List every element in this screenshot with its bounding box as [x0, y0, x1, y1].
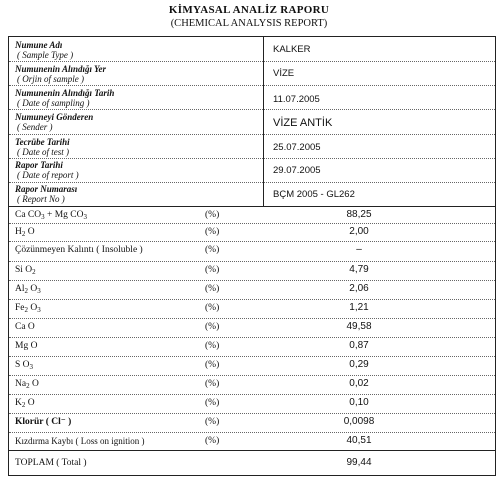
param-value: 4,79 [349, 264, 369, 275]
report-title-en: (CHEMICAL ANALYSIS REPORT) [170, 18, 328, 29]
param-value: 88,25 [346, 209, 372, 220]
total-label: TOPLAM ( Total ) [15, 458, 87, 468]
analysis-table [8, 36, 496, 476]
meta-label-en: ( Report No ) [17, 194, 65, 204]
param-value: 2,00 [349, 226, 369, 237]
param-name: S $O_3$ [15, 360, 34, 371]
param-name: Ca $CO_3 + Mg$ $CO_3$ [15, 210, 88, 221]
meta-label-en: ( Sample Type ) [17, 50, 74, 60]
param-value: 0,87 [349, 340, 369, 351]
meta-label-tr: Numunenin Alındığı Tarih [15, 88, 115, 98]
param-name: $H_2$ O [15, 227, 35, 238]
param-unit: (%) [205, 436, 220, 446]
meta-label-tr: Rapor Numarası [15, 184, 78, 194]
param-name: $Al_2$ $O_3$ [15, 284, 41, 295]
param-name: Çözünmeyen Kalıntı ( Insoluble ) [15, 245, 143, 255]
param-value: 0,29 [349, 359, 369, 370]
param-unit: (%) [205, 284, 220, 294]
param-value: 1,21 [349, 302, 369, 313]
row-divider [9, 223, 495, 224]
row-divider [9, 61, 495, 62]
meta-value: KALKER [273, 44, 311, 55]
param-name: $K_2$ O [15, 398, 35, 409]
row-divider [9, 241, 495, 242]
report-title-tr: KİMYASAL ANALİZ RAPORU [168, 4, 330, 16]
total-divider [9, 450, 495, 451]
row-divider [9, 318, 495, 319]
meta-value: VİZE [273, 68, 295, 79]
param-unit: (%) [205, 227, 220, 237]
row-divider [9, 134, 495, 135]
param-name: $Na_2$ O [15, 379, 39, 390]
row-divider [9, 394, 495, 395]
meta-label-en: ( Date of report ) [17, 170, 79, 180]
param-name: Kızdırma Kaybı ( Loss on ignition ) [15, 436, 145, 446]
row-divider [9, 432, 495, 433]
row-divider [9, 375, 495, 376]
report-title [0, 4, 498, 30]
row-divider [9, 109, 495, 110]
param-unit: (%) [205, 322, 220, 332]
param-unit: (%) [205, 303, 220, 313]
param-unit: (%) [205, 265, 220, 275]
meta-label-tr: Numune Adı [15, 40, 63, 50]
param-value: – [356, 244, 362, 255]
param-name: Ca O [15, 322, 35, 332]
meta-value: 11.07.2005 [273, 94, 320, 105]
param-value: 0,02 [349, 378, 369, 389]
param-value: 40,51 [346, 435, 372, 446]
param-unit: (%) [205, 360, 220, 370]
param-name: Klorür ( Cl⁻ ) [15, 417, 72, 427]
row-divider [9, 413, 495, 414]
meta-label-tr: Tecrübe Tarihi [15, 137, 70, 147]
meta-label-en: ( Date of sampling ) [17, 98, 90, 108]
meta-label-tr: Rapor Tarihi [15, 160, 63, 170]
row-divider [9, 280, 495, 281]
param-unit: (%) [205, 245, 220, 255]
section-divider [9, 206, 495, 207]
row-divider [9, 85, 495, 86]
param-value: 49,58 [346, 321, 372, 332]
param-value: 0,0098 [343, 416, 375, 427]
param-value: 0,10 [349, 397, 369, 408]
row-divider [9, 261, 495, 262]
param-name: Mg O [15, 341, 38, 351]
total-value: 99,44 [346, 457, 372, 468]
param-value: 2,06 [349, 283, 369, 294]
row-divider [9, 182, 495, 183]
meta-label-en: ( Date of test ) [17, 147, 69, 157]
meta-value: VİZE ANTİK [273, 117, 333, 129]
row-divider [9, 337, 495, 338]
param-name: $Fe_2$ $O_3$ [15, 303, 41, 314]
param-unit: (%) [205, 398, 220, 408]
meta-value: 25.07.2005 [273, 142, 321, 153]
param-unit: (%) [205, 210, 220, 220]
meta-label-tr: Numunenin Alındığı Yer [15, 64, 107, 74]
meta-value: BÇM 2005 - GL262 [273, 189, 355, 200]
meta-column-divider [263, 37, 264, 206]
row-divider [9, 356, 495, 357]
meta-label-tr: Numuneyi Gönderen [15, 112, 94, 122]
meta-value: 29.07.2005 [273, 165, 321, 176]
row-divider [9, 299, 495, 300]
meta-label-en: ( Sender ) [17, 122, 53, 132]
param-unit: (%) [205, 341, 220, 351]
row-divider [9, 158, 495, 159]
param-unit: (%) [205, 417, 220, 427]
param-name: Si $O_2$ [15, 265, 36, 276]
param-unit: (%) [205, 379, 220, 389]
meta-label-en: ( Orjin of sample ) [17, 74, 84, 84]
